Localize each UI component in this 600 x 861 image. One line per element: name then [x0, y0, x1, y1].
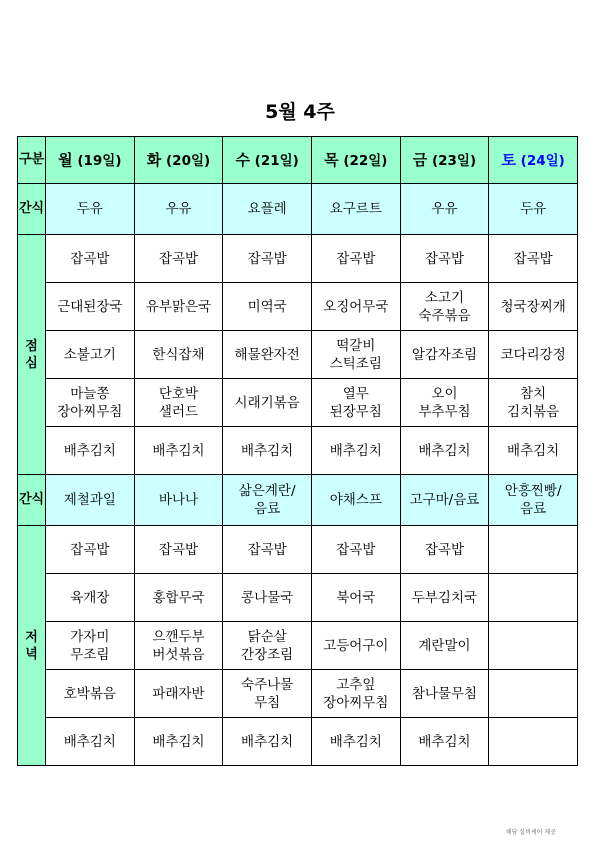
- meal-cell: 배추김치: [311, 427, 400, 475]
- dinner-row: [18, 718, 578, 766]
- snack-cell: 우유: [400, 184, 489, 235]
- menu-item-text: 녁: [25, 646, 38, 662]
- day-name: 월: [58, 150, 73, 169]
- meal-cell: [46, 622, 135, 670]
- meal-cell: 잡곡밥: [46, 526, 135, 574]
- meal-cell: [489, 670, 578, 718]
- menu-item-text: 점: [25, 338, 38, 354]
- meal-cell: [311, 283, 400, 331]
- snack-label: 간식: [18, 475, 46, 526]
- day-date: (24일): [520, 152, 565, 169]
- menu-item-text: 심: [25, 355, 38, 371]
- meal-cell: [46, 574, 135, 622]
- meal-cell: [134, 379, 223, 427]
- meal-cell: 배추김치: [134, 718, 223, 766]
- footer-credit: 해담 실버케어 제공: [505, 829, 556, 836]
- menu-item-text: 고구마/음료: [409, 492, 480, 508]
- meal-cell: [400, 331, 489, 379]
- snack-cell: 요구르트: [311, 184, 400, 235]
- menu-item-text: 장아찌무침: [323, 694, 389, 711]
- meal-cell: [46, 670, 135, 718]
- menu-item-text: 청국장찌개: [500, 298, 566, 315]
- menu-item-text: 파래자반: [152, 685, 205, 702]
- meal-cell: 잡곡밥: [46, 235, 135, 283]
- dinner-row: [18, 670, 578, 718]
- meal-cell: [134, 670, 223, 718]
- meal-cell: 잡곡밥: [400, 526, 489, 574]
- weekly-menu-table: [17, 136, 578, 766]
- meal-cell: 잡곡밥: [311, 526, 400, 574]
- meal-cell: [400, 622, 489, 670]
- day-date: (20일): [166, 152, 211, 169]
- menu-item-text: 김치볶음: [507, 403, 560, 420]
- menu-item-text: 닭순살: [247, 628, 287, 645]
- meal-cell: [489, 331, 578, 379]
- dinner-row: [18, 574, 578, 622]
- meal-cell: [400, 670, 489, 718]
- menu-item-text: 간장조림: [241, 646, 294, 663]
- menu-item-text: 고등어구이: [323, 637, 389, 654]
- meal-cell: [489, 574, 578, 622]
- menu-item-text: 바나나: [158, 492, 199, 508]
- meal-cell: 잡곡밥: [400, 235, 489, 283]
- menu-item-text: 고추잎: [336, 676, 376, 693]
- day-date: (21일): [254, 152, 299, 169]
- day-header-5: [489, 137, 578, 184]
- meal-cell: [489, 379, 578, 427]
- meal-cell: 배추김치: [223, 427, 312, 475]
- menu-item-text: 근대된장국: [57, 298, 123, 315]
- snack-cell: 우유: [134, 184, 223, 235]
- menu-item-text: 홍합무국: [152, 589, 205, 606]
- menu-item-text: 오이: [431, 385, 458, 402]
- meal-cell: [46, 331, 135, 379]
- meal-cell: [134, 331, 223, 379]
- lunch-row: [18, 331, 578, 379]
- day-header-2: [223, 137, 312, 184]
- meal-cell: [489, 718, 578, 766]
- snack-cell: [134, 475, 223, 526]
- meal-cell: [489, 622, 578, 670]
- menu-item-text: 스틱조림: [329, 355, 382, 372]
- meal-cell: [223, 331, 312, 379]
- menu-item-text: 가자미: [70, 628, 110, 645]
- menu-item-text: 호박볶음: [63, 685, 116, 702]
- category-header: 구분: [18, 137, 46, 184]
- meal-cell: [311, 622, 400, 670]
- menu-item-text: 저: [25, 629, 38, 645]
- menu-item-text: 샐러드: [158, 403, 199, 420]
- lunch-row: [18, 283, 578, 331]
- day-date: (22일): [343, 152, 388, 169]
- snack-label: 간식: [18, 184, 46, 235]
- header-row: [18, 137, 578, 184]
- menu-item-text: 된장무침: [329, 403, 382, 420]
- lunch-row: [18, 379, 578, 427]
- meal-cell: [223, 379, 312, 427]
- menu-item-text: 소고기: [424, 289, 465, 306]
- meal-cell: [400, 379, 489, 427]
- snack-cell: [400, 475, 489, 526]
- menu-item-text: 두부김치국: [411, 589, 478, 606]
- meal-cell: 배추김치: [46, 427, 135, 475]
- snack_afternoon-row: [18, 475, 578, 526]
- dinner-row: [18, 526, 578, 574]
- menu-item-text: 미역국: [247, 298, 287, 315]
- meal-cell: [134, 574, 223, 622]
- meal-cell: [223, 283, 312, 331]
- meal-cell: 배추김치: [311, 718, 400, 766]
- meal-cell: [311, 379, 400, 427]
- menu-item-text: 참치: [520, 385, 547, 402]
- meal-cell: [311, 574, 400, 622]
- meal-cell: [223, 670, 312, 718]
- day-name: 수: [235, 150, 250, 169]
- day-header-4: [400, 137, 489, 184]
- snack-cell: 두유: [489, 184, 578, 235]
- menu-item-text: 무조림: [70, 646, 110, 663]
- menu-item-text: 한식잡채: [152, 346, 205, 363]
- day-name: 화: [146, 150, 162, 169]
- menu-item-text: 오징어무국: [323, 298, 389, 315]
- meal-cell: [134, 283, 223, 331]
- menu-item-text: 무침: [254, 694, 281, 711]
- meal-cell: 잡곡밥: [223, 235, 312, 283]
- menu-item-text: 삶은계란/: [238, 483, 296, 499]
- menu-item-text: 단호박: [158, 385, 199, 402]
- meal-cell: [134, 622, 223, 670]
- snack-cell: 요플레: [223, 184, 312, 235]
- meal-cell: [46, 283, 135, 331]
- menu-item-text: 숙주나물: [241, 676, 294, 693]
- meal-cell: [489, 283, 578, 331]
- meal-cell: [311, 331, 400, 379]
- day-name: 토: [501, 150, 516, 169]
- meal-cell: 잡곡밥: [134, 235, 223, 283]
- snack-cell: 두유: [46, 184, 135, 235]
- menu-item-text: 유부맑은국: [145, 298, 212, 315]
- snack-cell: [223, 475, 312, 526]
- page-title: 5월 4주: [265, 101, 335, 123]
- menu-item-text: 음료: [254, 501, 281, 517]
- meal-cell: [46, 379, 135, 427]
- day-header-1: [134, 137, 223, 184]
- lunch-label: [18, 235, 46, 475]
- menu-item-text: 계란말이: [418, 637, 471, 654]
- menu-item-text: 소불고기: [63, 346, 116, 363]
- meal-cell: [400, 283, 489, 331]
- menu-item-text: 부추무침: [418, 403, 471, 420]
- dinner-label: [18, 526, 46, 766]
- meal-cell: 배추김치: [400, 427, 489, 475]
- menu-item-text: 안흥찐빵/: [504, 483, 562, 499]
- menu-item-text: 숙주볶음: [418, 307, 471, 324]
- meal-cell: 잡곡밥: [311, 235, 400, 283]
- menu-item-text: 해물완자전: [234, 346, 300, 363]
- meal-cell: 잡곡밥: [489, 235, 578, 283]
- meal-cell: 배추김치: [46, 718, 135, 766]
- menu-item-text: 알감자조림: [411, 346, 478, 363]
- lunch-row: [18, 235, 578, 283]
- menu-item-text: 육개장: [70, 589, 110, 606]
- menu-item-text: 콩나물국: [241, 589, 294, 606]
- menu-item-text: 시래기볶음: [234, 394, 300, 411]
- day-name: 금: [412, 150, 428, 169]
- snack-cell: [311, 475, 400, 526]
- menu-item-text: 떡갈비: [336, 337, 376, 354]
- meal-cell: 배추김치: [134, 427, 223, 475]
- day-header-3: [311, 137, 400, 184]
- meal-cell: 잡곡밥: [223, 526, 312, 574]
- menu-item-text: 코다리강정: [500, 346, 566, 363]
- menu-item-text: 야채스프: [329, 492, 382, 508]
- menu-item-text: 마늘쫑: [70, 385, 110, 402]
- meal-cell: 잡곡밥: [134, 526, 223, 574]
- menu-item-text: 으깬두부: [152, 628, 205, 645]
- menu-item-text: 제철과일: [63, 492, 116, 508]
- snack-cell: [46, 475, 135, 526]
- day-date: (19일): [77, 152, 122, 169]
- menu-item-text: 북어국: [336, 589, 376, 606]
- snack-cell: [489, 475, 578, 526]
- meal-cell: 배추김치: [489, 427, 578, 475]
- dinner-row: [18, 622, 578, 670]
- menu-item-text: 음료: [520, 501, 547, 517]
- meal-cell: [223, 622, 312, 670]
- menu-item-text: 참나물무침: [411, 685, 478, 702]
- meal-cell: [311, 670, 400, 718]
- meal-cell: [223, 574, 312, 622]
- lunch-row: [18, 427, 578, 475]
- meal-cell: 배추김치: [223, 718, 312, 766]
- day-name: 목: [324, 150, 339, 169]
- meal-cell: [489, 526, 578, 574]
- menu-item-text: 장아찌무침: [57, 403, 123, 420]
- menu-item-text: 열무: [342, 385, 369, 402]
- snack_morning-row: [18, 184, 578, 235]
- day-date: (23일): [431, 152, 477, 169]
- day-header-0: [46, 137, 135, 184]
- meal-cell: [400, 574, 489, 622]
- menu-item-text: 버섯볶음: [152, 646, 205, 663]
- meal-cell: 배추김치: [400, 718, 489, 766]
